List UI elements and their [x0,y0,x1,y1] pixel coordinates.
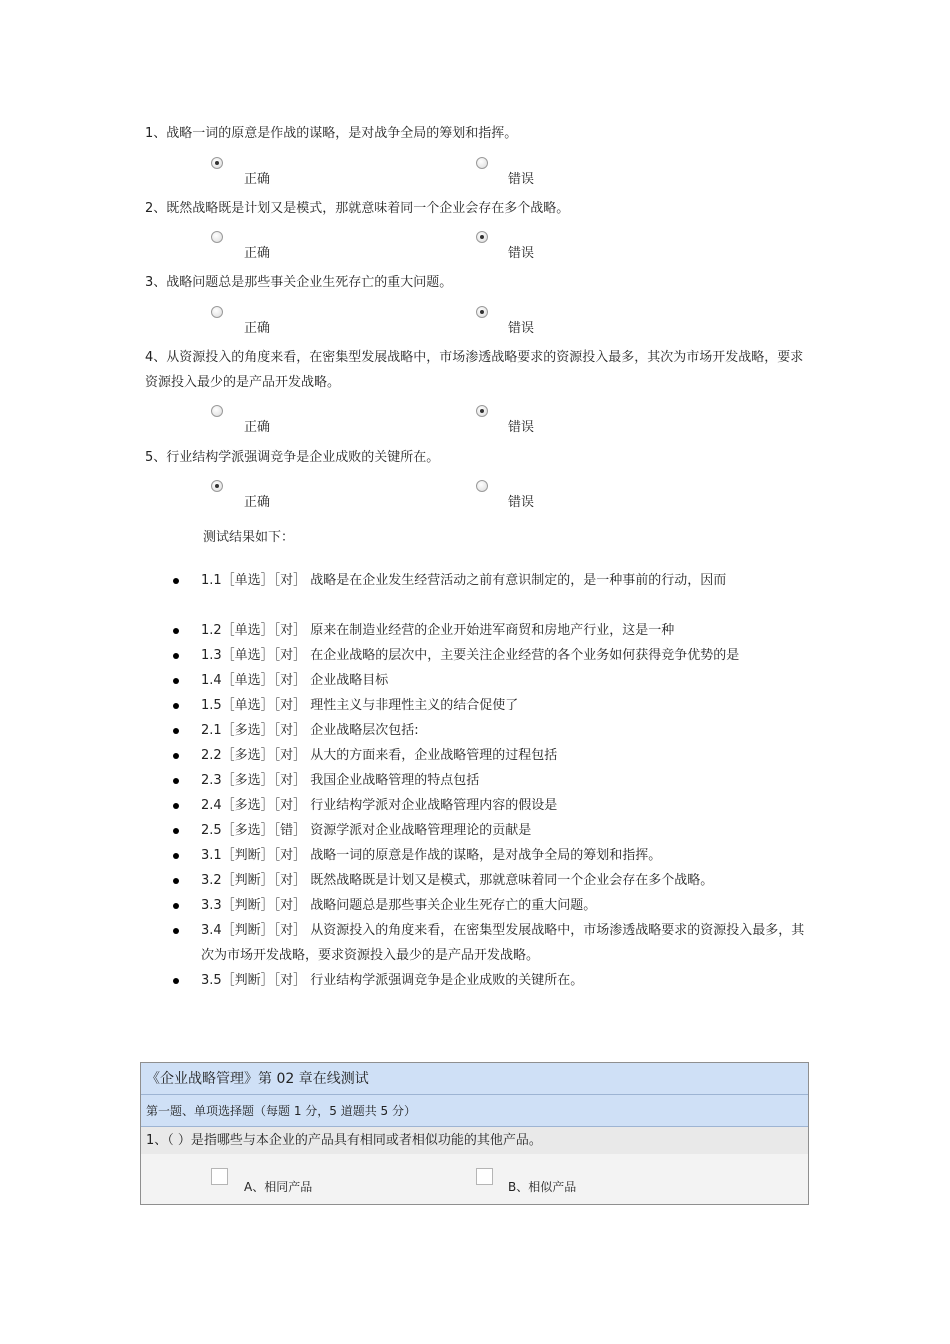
q4-label-wrong: 错误 [508,420,535,435]
result-spacer [170,593,810,618]
result-item: 2.4［多选］［对］ 行业结构学派对企业战略管理内容的假设是 [170,793,810,818]
q2-label-correct: 正确 [244,246,271,261]
question-4-text: 4、从资源投入的角度来看，在密集型发展战略中，市场渗透战略要求的资源投入最多，其次为市场开发战略，要求资源投入最少的是产品开发战略。 [145,350,804,390]
results-list [170,568,810,993]
q2-radio-correct[interactable] [211,231,223,243]
result-item: 1.3［单选］［对］ 在企业战略的层次中，主要关注企业经营的各个业务如何获得竞争优势的是 [170,643,810,668]
q1-radio-wrong[interactable] [476,157,488,169]
q4-radio-wrong[interactable] [476,405,488,417]
q5-label-wrong: 错误 [508,495,535,510]
q1-radio-correct[interactable] [211,157,223,169]
q3-radio-wrong[interactable] [476,306,488,318]
q5-radio-wrong[interactable] [476,480,488,492]
result-item: 3.3［判断］［对］ 战略问题总是那些事关企业生死存亡的重大问题。 [170,893,810,918]
result-item: 2.3［多选］［对］ 我国企业战略管理的特点包括 [170,768,810,793]
option-a-checkbox[interactable] [211,1168,228,1185]
result-item: 3.1［判断］［对］ 战略一词的原意是作战的谋略，是对战争全局的筹划和指挥。 [170,843,810,868]
q1-label-wrong: 错误 [508,172,535,187]
q1-label-correct: 正确 [244,172,271,187]
question-2-text: 2、既然战略既是计划又是模式，那就意味着同一个企业会存在多个战略。 [145,201,570,216]
result-item: 3.4［判断］［对］ 从资源投入的角度来看，在密集型发展战略中，市场渗透战略要求的资源投入最多，其次为市场开发战略，要求资源投入最少的是产品开发战略。 [170,918,810,968]
question-1-text: 1、战略一词的原意是作战的谋略，是对战争全局的筹划和指挥。 [145,126,518,141]
q3-label-wrong: 错误 [508,321,535,336]
option-b-checkbox[interactable] [476,1168,493,1185]
q5-radio-correct[interactable] [211,480,223,492]
quiz-question-text: 1、（ ）是指哪些与本企业的产品具有相同或者相似功能的其他产品。 [141,1127,808,1154]
q3-label-correct: 正确 [244,321,271,336]
chapter-quiz-box [140,1062,809,1205]
result-item: 3.5［判断］［对］ 行业结构学派强调竞争是企业成败的关键所在。 [170,968,810,993]
result-item: 2.2［多选］［对］ 从大的方面来看，企业战略管理的过程包括 [170,743,810,768]
q2-label-wrong: 错误 [508,246,535,261]
q4-radio-correct[interactable] [211,405,223,417]
result-item: 1.1［单选］［对］ 战略是在企业发生经营活动之前有意识制定的，是一种事前的行动，因而 [170,568,810,593]
quiz-title: 《企业战略管理》第 02 章在线测试 [141,1063,808,1095]
results-title: 测试结果如下： [203,530,295,545]
quiz-options-area [141,1154,808,1204]
result-item: 1.4［单选］［对］ 企业战略目标 [170,668,810,693]
q2-radio-wrong[interactable] [476,231,488,243]
q5-label-correct: 正确 [244,495,271,510]
option-a-label: A、相同产品 [244,1180,313,1194]
result-item: 3.2［判断］［对］ 既然战略既是计划又是模式，那就意味着同一个企业会存在多个战略。 [170,868,810,893]
q3-radio-correct[interactable] [211,306,223,318]
question-3-text: 3、战略问题总是那些事关企业生死存亡的重大问题。 [145,275,453,290]
option-b-label: B、相似产品 [508,1180,577,1194]
q4-label-correct: 正确 [244,420,271,435]
result-item: 1.2［单选］［对］ 原来在制造业经营的企业开始进军商贸和房地产行业，这是一种 [170,618,810,643]
result-item: 2.1［多选］［对］ 企业战略层次包括: [170,718,810,743]
result-item: 2.5［多选］［错］ 资源学派对企业战略管理理论的贡献是 [170,818,810,843]
quiz-section-header: 第一题、单项选择题（每题 1 分，5 道题共 5 分） [141,1095,808,1127]
result-item: 1.5［单选］［对］ 理性主义与非理性主义的结合促使了 [170,693,810,718]
question-5-text: 5、行业结构学派强调竞争是企业成败的关键所在。 [145,450,440,465]
